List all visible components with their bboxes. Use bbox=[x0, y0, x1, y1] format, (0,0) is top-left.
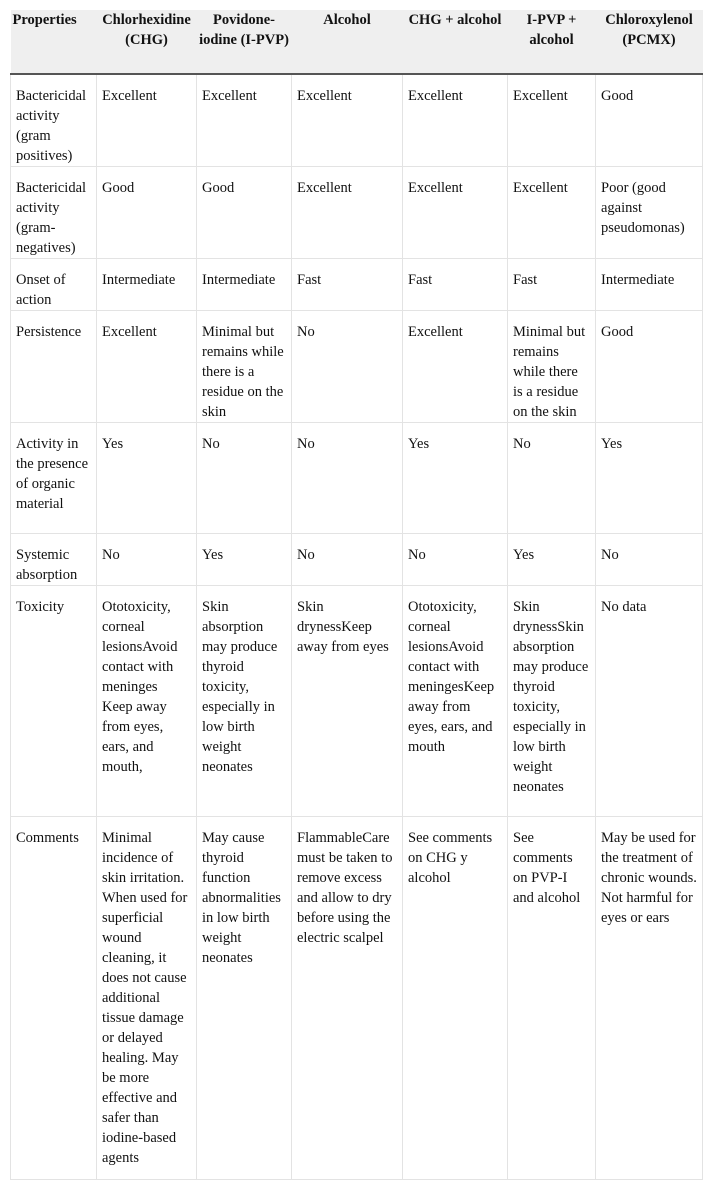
table-cell: Good bbox=[97, 167, 197, 259]
header-ipvp-alcohol: I-PVP + alcohol bbox=[508, 10, 596, 74]
table-cell: May cause thyroid function abnormalities in low birth weight neonates bbox=[197, 817, 292, 1180]
table-row bbox=[11, 423, 703, 534]
row-label: Systemic absorption bbox=[11, 534, 97, 586]
table-cell: Intermediate bbox=[97, 259, 197, 311]
header-chloroxylenol: Chloroxylenol (PCMX) bbox=[596, 10, 703, 74]
antiseptic-comparison-table bbox=[10, 10, 703, 1180]
row-label: Toxicity bbox=[11, 586, 97, 817]
table-cell: No bbox=[292, 423, 403, 534]
table-cell: Intermediate bbox=[197, 259, 292, 311]
table-cell: Minimal incidence of skin irritation. When used for superficial wound cleaning, it does not cause additional tissue damage or delayed healing. May be more effective and safer than iodine-based agents bbox=[97, 817, 197, 1180]
table-cell: Intermediate bbox=[596, 259, 703, 311]
header-row bbox=[11, 10, 703, 74]
row-label: Persistence bbox=[11, 311, 97, 423]
row-label: Onset of action bbox=[11, 259, 97, 311]
table-cell: Excellent bbox=[97, 74, 197, 167]
header-povidone-iodine: Povidone-iodine (I-PVP) bbox=[197, 10, 292, 74]
row-label: Bactericidal activity (gram-negatives) bbox=[11, 167, 97, 259]
table-cell: Fast bbox=[508, 259, 596, 311]
table-row bbox=[11, 259, 703, 311]
table-cell: Ototoxicity, corneal lesionsAvoid contact with meninges Keep away from eyes, ears, and mouth, bbox=[97, 586, 197, 817]
table-cell: Yes bbox=[596, 423, 703, 534]
table-cell: No bbox=[292, 534, 403, 586]
header-properties: Properties bbox=[11, 10, 97, 74]
table-cell: See comments on CHG y alcohol bbox=[403, 817, 508, 1180]
table-cell: May be used for the treatment of chronic wounds. Not harmful for eyes or ears bbox=[596, 817, 703, 1180]
table-cell: Excellent bbox=[97, 311, 197, 423]
table-cell: No bbox=[97, 534, 197, 586]
table-cell: Fast bbox=[403, 259, 508, 311]
table-cell: Good bbox=[596, 311, 703, 423]
header-chlorhexidine: Chlorhexidine (CHG) bbox=[97, 10, 197, 74]
row-label: Bactericidal activity (gram positives) bbox=[11, 74, 97, 167]
table-cell: Yes bbox=[508, 534, 596, 586]
table-cell: Minimal but remains while there is a residue on the skin bbox=[508, 311, 596, 423]
row-label: Activity in the presence of organic material bbox=[11, 423, 97, 534]
table-cell: Skin drynessSkin absorption may produce thyroid toxicity, especially in low birth weight neonates bbox=[508, 586, 596, 817]
table-cell: Yes bbox=[197, 534, 292, 586]
table-cell: Excellent bbox=[197, 74, 292, 167]
table-cell: Skin drynessKeep away from eyes bbox=[292, 586, 403, 817]
table-row bbox=[11, 311, 703, 423]
table-cell: Good bbox=[596, 74, 703, 167]
table-row bbox=[11, 534, 703, 586]
row-label: Comments bbox=[11, 817, 97, 1180]
table-cell: Minimal but remains while there is a residue on the skin bbox=[197, 311, 292, 423]
table-header bbox=[11, 10, 703, 74]
table-cell: No bbox=[403, 534, 508, 586]
table-cell: No data bbox=[596, 586, 703, 817]
table-cell: Skin absorption may produce thyroid toxicity, especially in low birth weight neonates bbox=[197, 586, 292, 817]
header-alcohol: Alcohol bbox=[292, 10, 403, 74]
table-cell: Poor (good against pseudomonas) bbox=[596, 167, 703, 259]
table-cell: Excellent bbox=[292, 167, 403, 259]
table-cell: No bbox=[292, 311, 403, 423]
table-cell: No bbox=[508, 423, 596, 534]
table-row bbox=[11, 817, 703, 1180]
table-cell: See comments on PVP-I and alcohol bbox=[508, 817, 596, 1180]
table-cell: Yes bbox=[403, 423, 508, 534]
table-cell: Good bbox=[197, 167, 292, 259]
table-cell: Excellent bbox=[403, 167, 508, 259]
table-cell: Yes bbox=[97, 423, 197, 534]
table-cell: Excellent bbox=[508, 74, 596, 167]
table-row bbox=[11, 586, 703, 817]
table-cell: Excellent bbox=[508, 167, 596, 259]
table-body bbox=[11, 74, 703, 1180]
table-cell: Excellent bbox=[403, 74, 508, 167]
header-chg-alcohol: CHG + alcohol bbox=[403, 10, 508, 74]
table-row bbox=[11, 74, 703, 167]
table-cell: FlammableCare must be taken to remove excess and allow to dry before using the electric scalpel bbox=[292, 817, 403, 1180]
table-row bbox=[11, 167, 703, 259]
table-cell: Excellent bbox=[403, 311, 508, 423]
table-cell: Ototoxicity, corneal lesionsAvoid contact with meningesKeep away from eyes, ears, and mouth bbox=[403, 586, 508, 817]
table-cell: No bbox=[596, 534, 703, 586]
table-cell: Fast bbox=[292, 259, 403, 311]
table-cell: No bbox=[197, 423, 292, 534]
table-cell: Excellent bbox=[292, 74, 403, 167]
